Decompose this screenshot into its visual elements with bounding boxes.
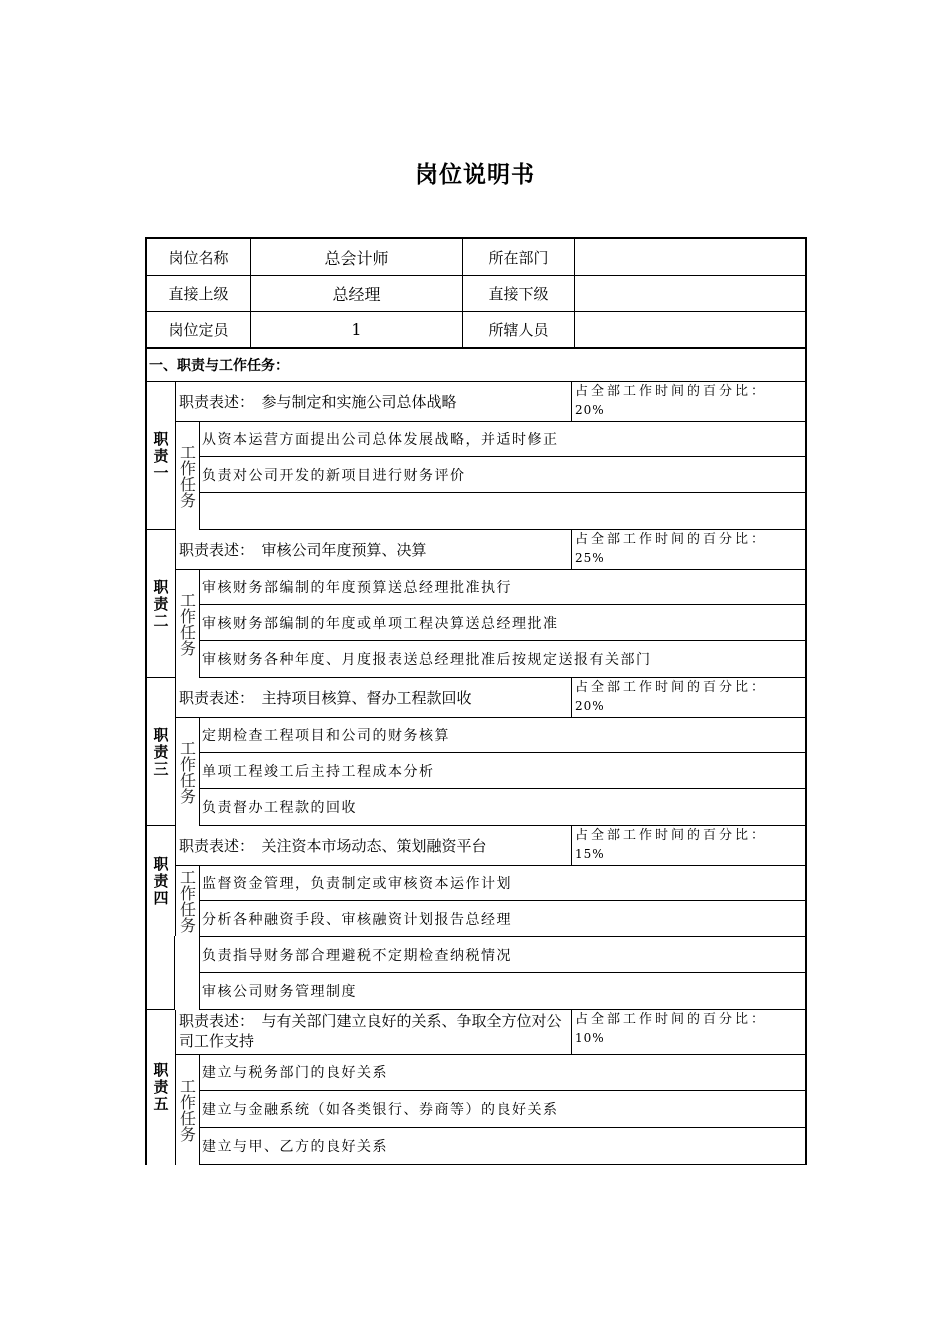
work-tasks-label: 工作任务 xyxy=(177,869,197,933)
percentage-label: 占全部工作时间的百分比： xyxy=(575,1012,768,1027)
document-title: 岗位说明书 xyxy=(415,162,535,188)
duty-summary-row xyxy=(175,530,805,570)
task-row: 审核财务各种年度、月度报表送总经理批准后按规定送报有关部门 xyxy=(199,641,805,678)
duty-block-5 xyxy=(145,1010,807,1165)
duty-block-2 xyxy=(145,530,807,678)
task-row: 建立与税务部门的良好关系 xyxy=(199,1054,805,1091)
department-label: 所在部门 xyxy=(463,239,575,276)
superior-label: 直接上级 xyxy=(147,276,251,312)
duty-label: 职责四 xyxy=(147,826,176,936)
task-row: 审核公司财务管理制度 xyxy=(199,973,805,1010)
duty-summary: 职责表述： 参与制定和实施公司总体战略 xyxy=(175,382,572,421)
staff-value xyxy=(575,312,805,348)
time-percentage xyxy=(572,382,805,421)
percentage-value: 25% xyxy=(575,551,605,565)
duty-summary-row xyxy=(175,1010,805,1055)
position-name-label: 岗位名称 xyxy=(147,239,251,276)
section-heading: 一、职责与工作任务： xyxy=(145,347,807,382)
percentage-label: 占全部工作时间的百分比： xyxy=(575,828,768,843)
work-tasks-label: 工作任务 xyxy=(175,717,200,826)
time-percentage xyxy=(572,826,805,865)
task-row: 建立与金融系统（如各类银行、券商等）的良好关系 xyxy=(199,1091,805,1128)
basic-info-table xyxy=(145,237,807,347)
percentage-value: 15% xyxy=(575,847,605,861)
duty-label: 职责五 xyxy=(147,1010,176,1165)
percentage-label: 占全部工作时间的百分比： xyxy=(575,532,768,547)
task-row: 审核财务部编制的年度或单项工程决算送总经理批准 xyxy=(199,605,805,641)
staff-label: 所辖人员 xyxy=(463,312,575,348)
duty-summary-row xyxy=(175,826,805,866)
headcount-label: 岗位定员 xyxy=(147,312,251,348)
percentage-value: 20% xyxy=(575,699,605,713)
work-tasks-label: 工作任务 xyxy=(175,1054,200,1165)
superior-value: 总经理 xyxy=(251,276,463,312)
time-percentage xyxy=(572,678,805,717)
duty-summary: 职责表述： 审核公司年度预算、决算 xyxy=(175,530,572,569)
work-tasks-label: 工作任务 xyxy=(175,569,200,678)
task-row: 单项工程竣工后主持工程成本分析 xyxy=(199,753,805,789)
duty-label: 职责二 xyxy=(147,530,176,678)
percentage-value: 20% xyxy=(575,403,605,417)
duty-summary: 职责表述： 关注资本市场动态、策划融资平台 xyxy=(175,826,572,865)
duty-summary: 职责表述： 主持项目核算、督办工程款回收 xyxy=(175,678,572,717)
department-value xyxy=(575,239,805,276)
time-percentage xyxy=(572,1010,805,1054)
task-row: 从资本运营方面提出公司总体发展战略，并适时修正 xyxy=(199,421,805,457)
percentage-label: 占全部工作时间的百分比： xyxy=(575,680,768,695)
subordinate-value xyxy=(575,276,805,312)
time-percentage xyxy=(572,530,805,569)
task-row: 负责督办工程款的回收 xyxy=(199,789,805,826)
task-row: 建立与甲、乙方的良好关系 xyxy=(199,1128,805,1165)
percentage-value: 10% xyxy=(575,1031,605,1045)
subordinate-label: 直接下级 xyxy=(463,276,575,312)
task-row xyxy=(199,493,805,530)
headcount-value: 1 xyxy=(251,312,463,348)
duty-block-1 xyxy=(145,382,807,530)
position-name-value: 总会计师 xyxy=(251,239,463,276)
work-tasks-label: 工作任务 xyxy=(175,421,200,530)
task-row: 定期检查工程项目和公司的财务核算 xyxy=(199,717,805,753)
duty-block-4 xyxy=(145,826,807,1010)
duty-label: 职责三 xyxy=(147,678,176,826)
task-row: 监督资金管理，负责制定或审核资本运作计划 xyxy=(199,865,805,901)
duty-summary-row xyxy=(175,382,805,422)
percentage-label: 占全部工作时间的百分比： xyxy=(575,384,768,399)
task-row: 负责对公司开发的新项目进行财务评价 xyxy=(199,457,805,493)
task-row: 负责指导财务部合理避税不定期检查纳税情况 xyxy=(199,937,805,973)
duty-block-3 xyxy=(145,678,807,826)
task-row: 分析各种融资手段、审核融资计划报告总经理 xyxy=(199,901,805,937)
duty-summary-row xyxy=(175,678,805,718)
duty-label: 职责一 xyxy=(147,382,176,530)
duty-summary: 职责表述： 与有关部门建立良好的关系、争取全方位对公司工作支持 xyxy=(175,1010,572,1054)
task-row: 审核财务部编制的年度预算送总经理批准执行 xyxy=(199,569,805,605)
